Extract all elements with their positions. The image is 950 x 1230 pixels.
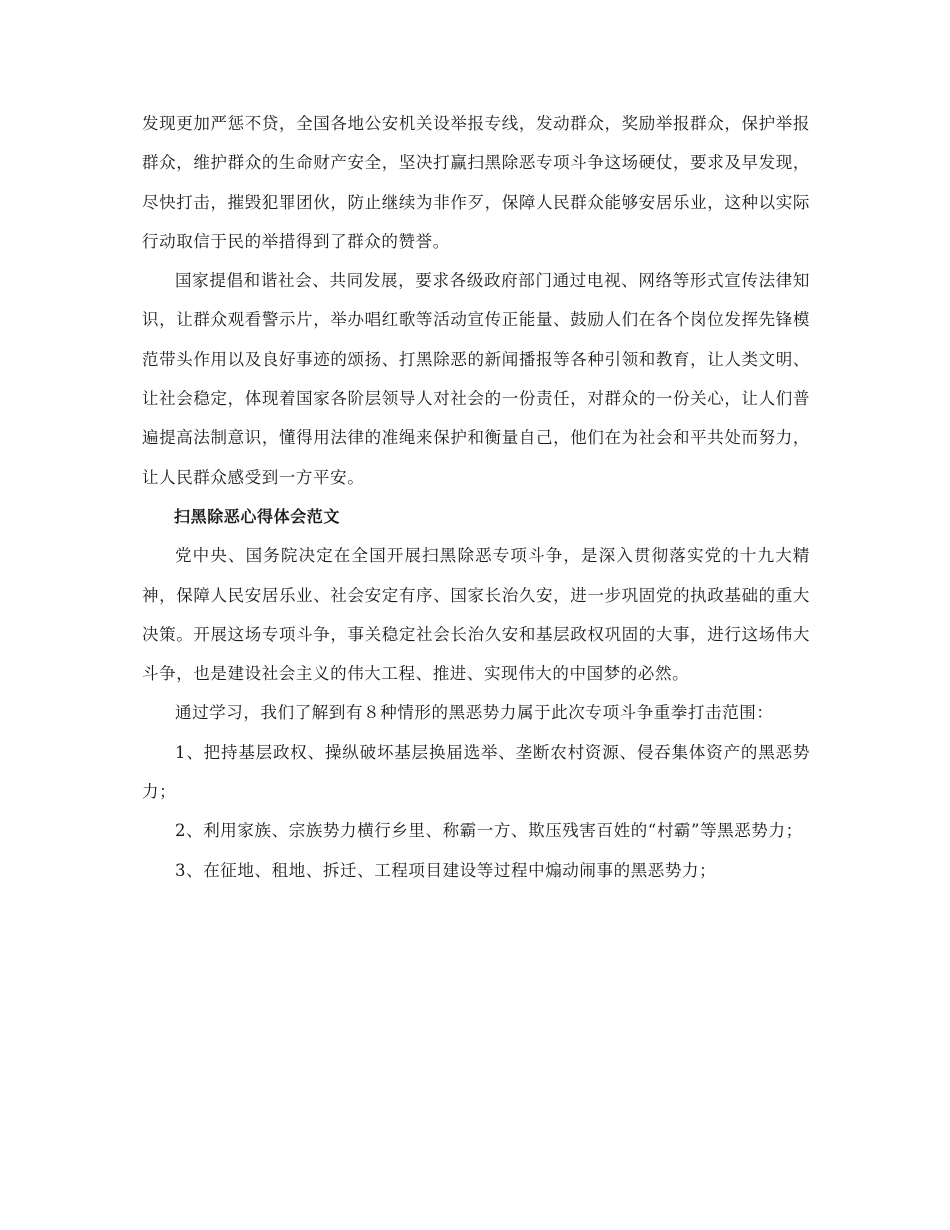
paragraph-harmonious-society: 国家提倡和谐社会、共同发展，要求各级政府部门通过电视、网络等形式宣传法律知识，让群众观看警示片，举办唱红歌等活动宣传正能量、鼓励人们在各个岗位发挥先锋模范带头作用以及良好事迹的颂扬、打黑除恶的新闻播报等各种引领和教育，让人类文明、让社会稳定，体现着国家各阶层领导人对社会的一份责任，对群众的一份关心，让人们普遍提高法制意识，懂得用法律的准绳来保护和衡量自己，他们在为社会和平共处而努力，让人民群众感受到一方平安。 xyxy=(142,271,810,487)
list-item-2: 2、利用家族、宗族势力横行乡里、称霸一方、欺压残害百姓的“村霸”等黑恶势力； xyxy=(175,821,803,841)
list-item-3: 3、在征地、租地、拆迁、工程项目建设等过程中煽动闹事的黑恶势力； xyxy=(175,860,717,880)
paragraph-central-decision: 党中央、国务院决定在全国开展扫黑除恶专项斗争，是深入贯彻落实党的十九大精神，保障人民安居乐业、社会安定有序、国家长治久安，进一步巩固党的执政基础的重大决策。开展这场专项斗争，事关稳定社会长治久安和基层政权巩固的大事，进行这场伟大斗争，也是建设社会主义的伟大工程、推进、实现伟大的中国梦的必然。 xyxy=(142,546,810,684)
paragraph-continuation: 发现更加严惩不贷，全国各地公安机关设举报专线，发动群众，奖励举报群众，保护举报群众，维护群众的生命财产安全，坚决打赢扫黑除恶专项斗争这场硬仗，要求及早发现，尽快打击，摧毁犯罪团伙，防止继续为非作歹，保障人民群众能够安居乐业，这种以实际行动取信于民的举措得到了群众的赞誉。 xyxy=(142,114,810,251)
document-page xyxy=(142,104,810,890)
section-heading: 扫黑除恶心得体会范文 xyxy=(174,506,341,526)
paragraph-eight-situations: 通过学习，我们了解到有８种情形的黑恶势力属于此次专项斗争重拳打击范围： xyxy=(175,703,774,723)
list-item-1: 1、把持基层政权、操纵破坏基层换届选举、垄断农村资源、侵吞集体资产的黑恶势力； xyxy=(142,742,810,802)
